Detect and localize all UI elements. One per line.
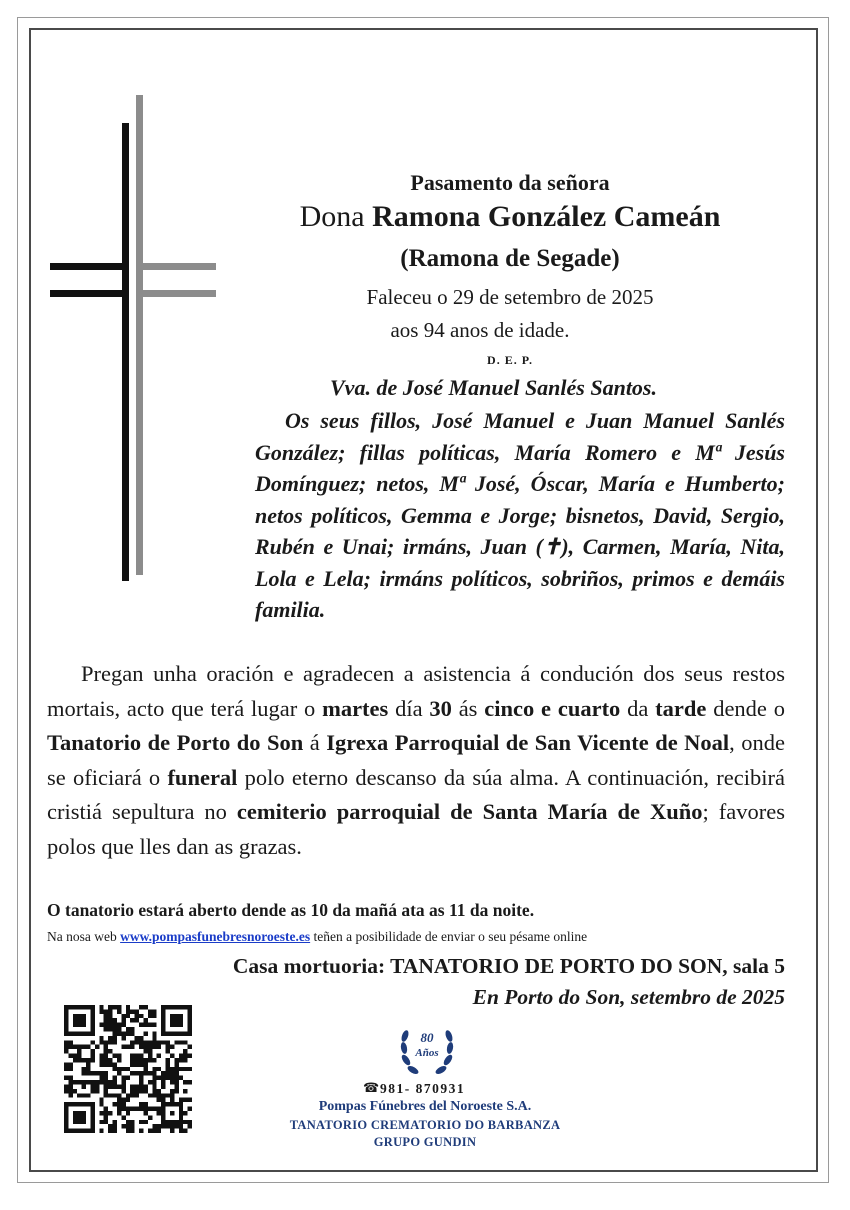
ceremony-origin: Tanatorio de Porto do Son <box>47 730 304 755</box>
widow-line: Vva. de José Manuel Sanlés Santos. <box>330 375 657 400</box>
rip-mark: D. E. P. <box>487 353 533 367</box>
mortuary-house: Casa mortuoria: TANATORIO DE PORTO DO SON, sala 5 <box>232 954 785 978</box>
ceremony-date: 30 <box>429 695 452 721</box>
death-date: Faleceu o 29 de setembro de 2025 <box>366 285 654 309</box>
deceased-name <box>240 200 780 234</box>
ceremony-rite: funeral <box>167 764 238 790</box>
relatives-paragraph: Os seus fillos, José Manuel e Juan Manuel Sanlés González; fillas políticas, María Romero e Mª Jesús Domínguez; netos, Mª José, Óscar, María e Humberto; netos políticos, Gemma e Jorge; bisnetos, David, Sergio, Rubén e Unai; irmáns, Juan (✝), Carmen, María, Nita, Lola e Lela; irmáns políticos, sobriños, primos e demáis familia. <box>255 408 785 622</box>
company-subtitle: TANATORIO CREMATORIO DO BARBANZA <box>289 1118 561 1132</box>
phone-icon: ☎ <box>363 1081 380 1096</box>
ceremony-cemetery: cemiterio parroquial de Santa María de Xuño <box>236 799 703 824</box>
ceremony-text: da <box>620 695 656 721</box>
name-main: Ramona González Cameán <box>372 200 721 233</box>
web-condolence-line <box>47 929 787 945</box>
place-date: En Porto do Son, setembro de 2025 <box>472 985 785 1009</box>
ceremony-text: dende o <box>706 695 785 721</box>
ceremony-paragraph <box>47 657 785 864</box>
opening-hours: O tanatorio estará aberto dende as 10 da mañá ata as 11 da noite. <box>47 900 535 920</box>
ceremony-text: á <box>303 730 327 755</box>
name-prefix: Dona <box>299 200 365 233</box>
ceremony-text: , onde se oficiará o <box>47 730 785 790</box>
ceremony-period: tarde <box>655 695 707 721</box>
anniversary-label: Años <box>415 1047 439 1059</box>
anniversary-number: 80 <box>420 1030 434 1045</box>
ceremony-time: cinco e cuarto <box>484 695 621 721</box>
website-link[interactable]: www.pompasfunebresnoroeste.es <box>120 929 311 944</box>
company-group: GRUPO GUNDIN <box>373 1135 477 1149</box>
web-prefix: Na nosa web <box>47 929 121 944</box>
ceremony-text: ; favores polos que lles dan as grazas. <box>47 799 785 859</box>
intro-line: Pasamento da señora <box>410 170 610 195</box>
company-name: Pompas Fúnebres del Noroeste S.A. <box>318 1099 532 1114</box>
age-line: aos 94 anos de idade. <box>390 318 570 342</box>
ceremony-text: Pregan unha oración e agradecen a asistencia á condución dos seus restos mortais, acto que terá lugar o <box>47 661 785 721</box>
web-suffix: teñen a posibilidade de enviar o seu pésame online <box>310 929 588 944</box>
ceremony-text: polo eterno descanso da súa alma. A continuación, recibirá cristiá sepultura no <box>47 764 785 824</box>
ceremony-text: ás <box>451 695 485 721</box>
deceased-alias: (Ramona de Segade) <box>400 245 620 272</box>
ceremony-text: día <box>388 695 430 721</box>
phone-number: 981- 870931 <box>380 1081 466 1096</box>
latin-cross-icon <box>50 95 220 585</box>
qr-code-icon[interactable] <box>64 1005 192 1133</box>
ceremony-church: Igrexa Parroquial de San Vicente de Noal <box>326 730 730 755</box>
ceremony-day: martes <box>322 695 389 721</box>
